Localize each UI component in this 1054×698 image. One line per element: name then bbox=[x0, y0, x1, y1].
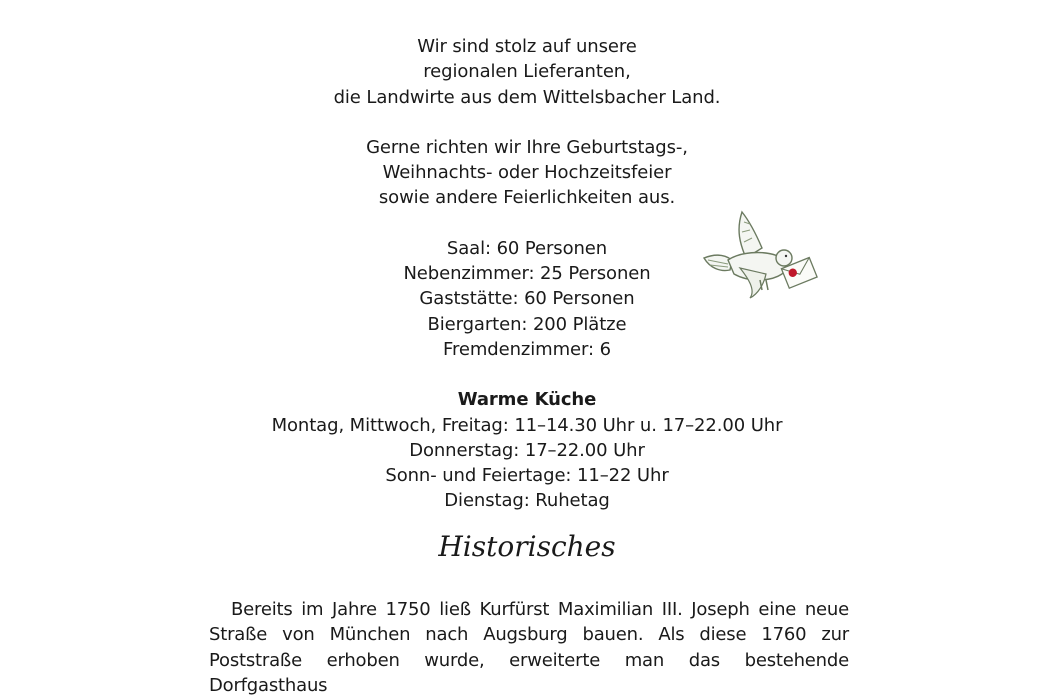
kitchen-title: Warme Küche bbox=[457, 389, 597, 411]
kitchen-line: Dienstag: Ruhetag bbox=[444, 490, 610, 512]
intro-section bbox=[0, 34, 1054, 110]
capacity-line: Saal: 60 Personen bbox=[446, 237, 608, 259]
history-heading: Historisches bbox=[438, 529, 616, 563]
spacer bbox=[0, 211, 1054, 236]
spacer bbox=[0, 362, 1054, 387]
document-body bbox=[0, 34, 1054, 578]
history-paragraph: Bereits im Jahre 1750 ließ Kurfürst Maximilian III. Joseph eine neue Straße von München nach Augsburg bauen. Als diese 1760 zur Poststraße erhoben wurde, erweiterte man das bestehende Dorfgasthaus bbox=[209, 599, 849, 696]
capacity-line: Fremdenzimmer: 6 bbox=[443, 338, 611, 360]
capacity-line: Gaststätte: 60 Personen bbox=[419, 288, 635, 310]
celebrations-line: Weihnachts- oder Hochzeitsfeier bbox=[382, 162, 672, 184]
spacer bbox=[0, 110, 1054, 135]
kitchen-line: Donnerstag: 17–22.00 Uhr bbox=[409, 439, 645, 461]
kitchen-section bbox=[0, 387, 1054, 513]
capacity-section bbox=[0, 236, 1054, 362]
capacity-line: Nebenzimmer: 25 Personen bbox=[403, 263, 651, 285]
celebrations-line: Gerne richten wir Ihre Geburtstags-, bbox=[366, 136, 688, 158]
intro-line: Wir sind stolz auf unsere bbox=[417, 36, 637, 57]
celebrations-line: sowie andere Feierlichkeiten aus. bbox=[378, 187, 676, 209]
intro-line: regionalen Lieferanten, bbox=[423, 61, 631, 83]
kitchen-line: Sonn- und Feiertage: 11–22 Uhr bbox=[385, 465, 669, 487]
intro-line: die Landwirte aus dem Wittelsbacher Land. bbox=[333, 86, 721, 108]
kitchen-line: Montag, Mittwoch, Freitag: 11–14.30 Uhr u. 17–22.00 Uhr bbox=[271, 414, 783, 436]
celebrations-section bbox=[0, 135, 1054, 211]
pigeon-with-letter-icon bbox=[700, 208, 818, 300]
capacity-line: Biergarten: 200 Plätze bbox=[427, 313, 627, 335]
history-section bbox=[209, 597, 849, 698]
